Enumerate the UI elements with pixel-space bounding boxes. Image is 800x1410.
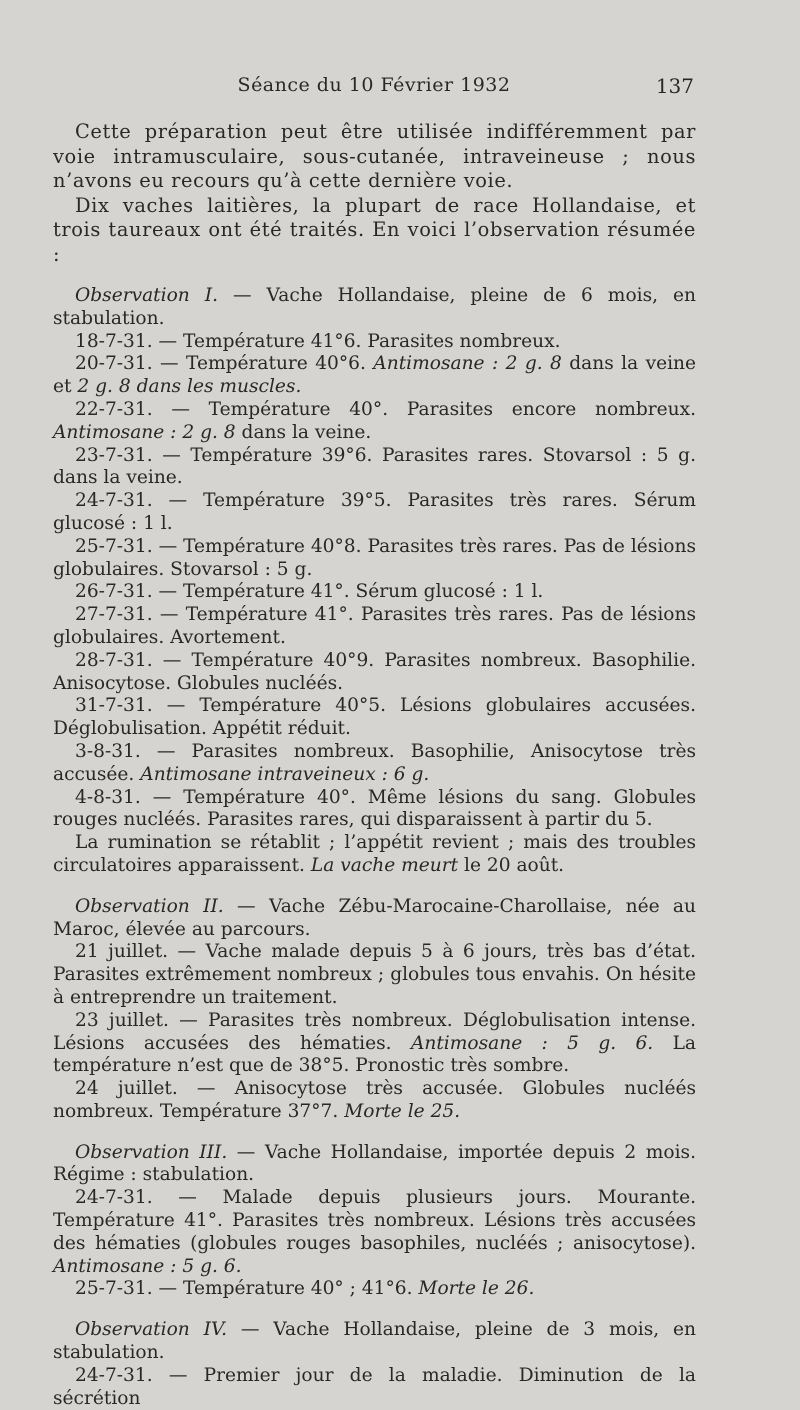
observation-entry bbox=[53, 741, 696, 787]
observation-entry bbox=[53, 1278, 696, 1301]
observation-entry bbox=[53, 399, 696, 445]
italic-text: Antimosane intraveineux : 6 g. bbox=[140, 763, 430, 785]
observation-heading bbox=[53, 1142, 696, 1188]
italic-text: 2 g. 8 dans les muscles. bbox=[77, 376, 302, 398]
entry-text: 24-7-31. — Premier jour de la maladie. Diminution de la sécrétion bbox=[53, 1364, 696, 1409]
observation-block bbox=[53, 1142, 696, 1302]
entry-text: 25-7-31. — Température 40°8. Parasites très rares. Pas de lésions globulaires. Stovarsol : 5 g. bbox=[53, 535, 696, 580]
observation-heading bbox=[53, 896, 696, 942]
italic-text: Antimosane : 5 g. 6. bbox=[53, 1255, 242, 1277]
italic-text: Antimosane : 2 g. 8 bbox=[373, 353, 562, 375]
entry-text: 20-7-31. — Température 40°6. bbox=[75, 353, 374, 375]
observation-description: — Vache Hollandaise, pleine de 6 mois, en stabulation. bbox=[53, 285, 696, 329]
entry-text: dans la veine et bbox=[53, 353, 697, 398]
entry-text: 4-8-31. — Température 40°. Même lésions du sang. Globules rouges nucléés. Parasites rares, qui disparaissent à partir du 5. bbox=[53, 786, 696, 831]
observation-entry bbox=[53, 1365, 696, 1410]
italic-text: Morte le 26. bbox=[418, 1278, 535, 1300]
entry-text: 25-7-31. — Température 40° ; 41°6. bbox=[75, 1278, 419, 1300]
observation-description: — Vache Zébu-Marocaine-Charollaise, née au Maroc, élevée au parcours. bbox=[53, 895, 696, 940]
italic-text: Antimosane : 5 g. 6. bbox=[410, 1032, 654, 1054]
observation-description: — Vache Hollandaise, pleine de 3 mois, en stabulation. bbox=[53, 1319, 696, 1364]
observation-block bbox=[53, 1319, 696, 1410]
entry-text: dans la veine. bbox=[235, 421, 372, 443]
observation-block bbox=[53, 285, 696, 878]
observation-title: Observation III. bbox=[75, 1141, 228, 1163]
entry-text: La température n’est que de 38°5. Pronostic très sombre. bbox=[53, 1032, 696, 1077]
observation-title: Observation I. bbox=[75, 285, 218, 306]
observation-entry bbox=[53, 353, 696, 399]
entry-text: 21 juillet. — Vache malade depuis 5 à 6 jours, très bas d’état. Parasites extrêmement nombreux ; globules tous envahis. On hésite à entreprendre un traitement. bbox=[53, 941, 696, 1008]
entry-text: 31-7-31. — Température 40°5. Lésions globulaires accusées. Déglobulisation. Appétit réduit. bbox=[53, 695, 696, 740]
observation-entry bbox=[53, 490, 696, 536]
observation-title: Observation II. bbox=[75, 895, 224, 917]
italic-text: Morte le 25. bbox=[344, 1100, 461, 1122]
italic-text: La vache meurt bbox=[310, 854, 459, 876]
entry-text: 26-7-31. — Température 41°. Sérum glucosé : 1 l. bbox=[75, 581, 544, 603]
section-gap bbox=[53, 878, 696, 896]
entry-text: 24-7-31. — Malade depuis plusieurs jours. Mourante. Température 41°. Parasites très nombreux. Lésions très accusées des hématies (globules rouges basophiles, nucléés ; anisocytose). bbox=[53, 1187, 696, 1254]
intro-section bbox=[53, 120, 696, 267]
entry-text: La rumination se rétablit ; l’appétit revient ; mais des troubles circulatoires apparaissent. bbox=[53, 832, 696, 876]
observation-entry bbox=[53, 1010, 696, 1078]
entry-text: 3-8-31. — Parasites nombreux. Basophilie, Anisocytose très accusée. bbox=[53, 740, 696, 785]
observation-entry bbox=[53, 650, 696, 696]
observation-entry bbox=[53, 445, 696, 491]
observation-entry bbox=[53, 1187, 696, 1278]
section-gap bbox=[53, 267, 696, 285]
observation-block bbox=[53, 896, 696, 1124]
italic-text: Antimosane : 2 g. 8 bbox=[53, 421, 236, 443]
observation-entry bbox=[53, 787, 696, 833]
observation-heading bbox=[53, 1319, 696, 1365]
entry-text: 18-7-31. — Température 41°6. Parasites nombreux. bbox=[75, 330, 561, 352]
page-number: 137 bbox=[655, 74, 694, 98]
observation-entry bbox=[53, 331, 696, 354]
page-header bbox=[54, 72, 694, 102]
entry-text: 23 juillet. — Parasites très nombreux. Déglobulisation intense. Lésions accusées des hématies. bbox=[53, 1009, 696, 1054]
section-gap bbox=[53, 1124, 696, 1142]
entry-text: 23-7-31. — Température 39°6. Parasites rares. Stovarsol : 5 g. dans la veine. bbox=[53, 444, 696, 489]
intro-paragraph: Dix vaches laitières, la plupart de race Hollandaise, et trois taureaux ont été traités. En voici l’observation résumée : bbox=[53, 193, 696, 266]
observation-title: Observation IV. bbox=[75, 1319, 228, 1341]
document-body bbox=[53, 120, 696, 1410]
observation-entry bbox=[53, 941, 696, 1009]
observation-heading bbox=[53, 285, 696, 331]
observation-entry bbox=[53, 604, 696, 650]
entry-text: 27-7-31. — Température 41°. Parasites très rares. Pas de lésions globulaires. Avortement. bbox=[53, 604, 696, 648]
entry-text: 22-7-31. — Température 40°. Parasites encore nombreux. bbox=[75, 398, 696, 420]
observation-entry bbox=[53, 1078, 696, 1124]
section-gap bbox=[53, 1301, 696, 1319]
observation-entry bbox=[53, 695, 696, 741]
observation-entry bbox=[53, 581, 696, 604]
intro-paragraph: Cette préparation peut être utilisée indifféremment par voie intramusculaire, sous-cutanée, intraveineuse ; nous n’avons eu recours qu’à cette dernière voie. bbox=[53, 120, 696, 192]
entry-text: 24-7-31. — Température 39°5. Parasites très rares. Sérum glucosé : 1 l. bbox=[53, 490, 696, 534]
observation-description: — Vache Hollandaise, importée depuis 2 mois. Régime : stabulation. bbox=[53, 1141, 696, 1186]
observation-entry bbox=[53, 536, 696, 582]
entry-text: 28-7-31. — Température 40°9. Parasites nombreux. Basophilie. Anisocytose. Globules nucléés. bbox=[53, 649, 696, 694]
entry-text: le 20 août. bbox=[458, 854, 565, 876]
observations-section bbox=[53, 267, 696, 1410]
running-title: Séance du 10 Février 1932 bbox=[237, 74, 511, 96]
observation-entry bbox=[53, 832, 696, 878]
entry-text: 24 juillet. — Anisocytose très accusée. Globules nucléés nombreux. Température 37°7. bbox=[53, 1078, 696, 1122]
